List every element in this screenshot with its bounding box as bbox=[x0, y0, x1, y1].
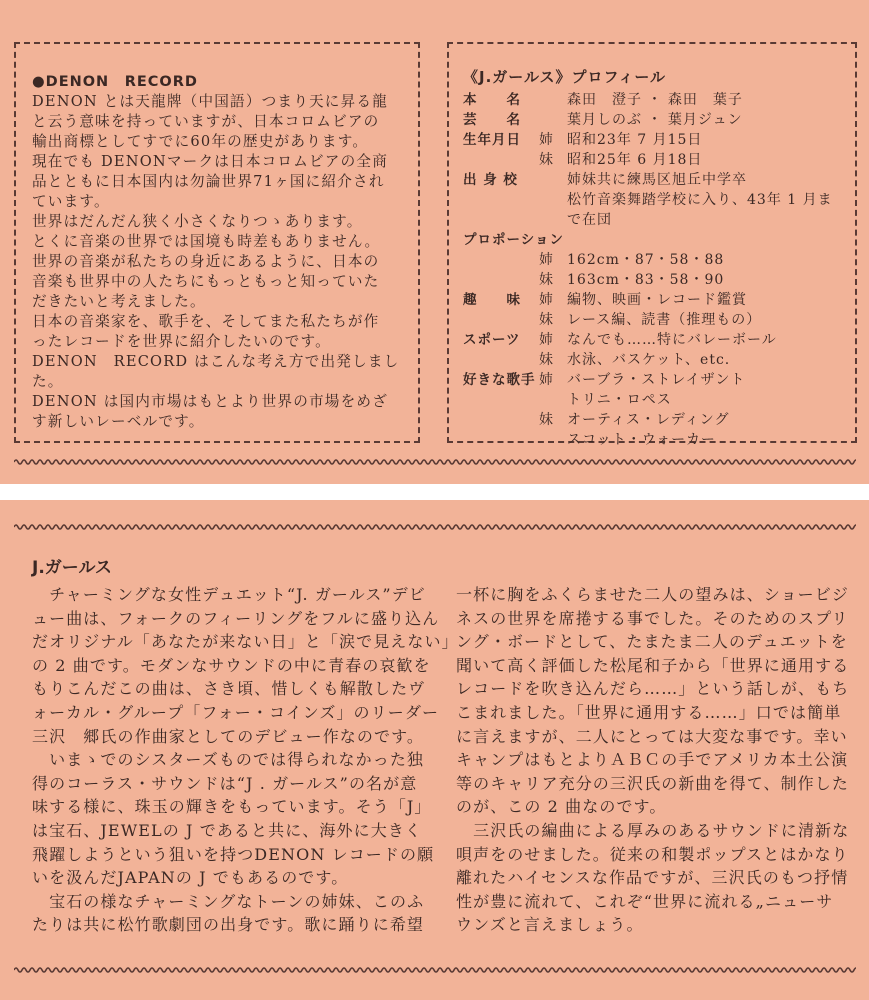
profile-sister bbox=[564, 230, 592, 250]
profile-label: 本 名 bbox=[463, 92, 521, 108]
denon-record-box bbox=[14, 42, 420, 443]
profile-label: 生年月日 bbox=[463, 132, 521, 148]
profile-value: 森田 澄子 ・ 森田 葉子 bbox=[567, 92, 743, 108]
text-line: 輸出商標としてすでに60年の歴史があります。 bbox=[32, 133, 369, 150]
profile-row bbox=[463, 370, 855, 390]
text-line: キャンプはもとよりＡＢＣの手でアメリカ本土公演 bbox=[456, 750, 849, 770]
profile-row bbox=[463, 130, 855, 150]
profile-sister: 姉 bbox=[539, 292, 554, 308]
profile-value: オーティス・レディング bbox=[567, 412, 730, 428]
profile-value: で在団 bbox=[567, 212, 612, 228]
text-line: ウンズと言えましょう。 bbox=[456, 915, 644, 935]
text-line: た。 bbox=[32, 373, 64, 390]
profile-sister bbox=[539, 430, 567, 450]
text-line: 音楽も世界中の人たちにもっともっと知っていた bbox=[32, 273, 380, 290]
profile-label: スポーツ bbox=[463, 332, 521, 348]
text-line: こまれました。「世界に通用する……」口では簡単 bbox=[456, 702, 842, 722]
text-line: だオリジナル「あなたが来ない日」と「涙で見えない」 bbox=[32, 632, 459, 652]
profile-row bbox=[463, 170, 855, 190]
profile-sister bbox=[539, 170, 567, 190]
article-title: J.ガールス bbox=[32, 558, 112, 578]
profile-title: 《J.ガールス》プロフィール bbox=[463, 68, 667, 86]
text-line: 聞いて高く評価した松尾和子から「世界に通用する bbox=[456, 655, 850, 675]
text-line: たりは共に松竹歌劇団の出身です。歌に踊りに希望 bbox=[32, 915, 425, 935]
profile-row bbox=[463, 230, 855, 250]
text-line: ング・ボードとして、たまたま二人のデュエットを bbox=[456, 632, 848, 652]
text-line: 性が豊に流れて、これぞ“世界に流れる„ニューサ bbox=[456, 891, 834, 911]
profile-label: 好きな歌手 bbox=[463, 372, 536, 388]
profile-label bbox=[463, 270, 539, 290]
denon-title: ●DENON RECORD bbox=[32, 74, 198, 90]
text-line: レコードを吹き込んだら……」という話しが、もち bbox=[456, 679, 850, 699]
text-line: ネスの世界を席捲する事でした。そのためのスプリ bbox=[456, 608, 849, 628]
text-line: DENON は国内市場はもとより世界の市場をめざ bbox=[32, 393, 388, 410]
profile-sister: 妹 bbox=[539, 312, 554, 328]
profile-value: 葉月しのぶ ・ 葉月ジュン bbox=[567, 112, 743, 128]
text-line: いを汲んだJAPANの J でもあるのです。 bbox=[32, 868, 349, 888]
article-right-column bbox=[456, 583, 866, 937]
profile-row bbox=[463, 90, 855, 110]
profile-row bbox=[463, 270, 855, 290]
ornament-border bbox=[14, 457, 856, 467]
profile-row bbox=[463, 430, 855, 450]
profile-value: なんでも……特にバレーボール bbox=[567, 332, 777, 348]
profile-value: 昭和23年 7 月15日 bbox=[567, 132, 703, 148]
text-line: とくに音楽の世界では国境も時差もありません。 bbox=[32, 233, 381, 250]
profile-label bbox=[463, 410, 539, 430]
text-line: 一杯に胸をふくらませた二人の望みは、ショービジ bbox=[456, 585, 849, 604]
ornament-border bbox=[14, 965, 856, 975]
profile-label bbox=[463, 350, 539, 370]
profile-sister: 姉 bbox=[539, 252, 554, 268]
profile-row bbox=[463, 190, 855, 210]
profile-label: 出 身 校 bbox=[463, 172, 518, 188]
profile-row bbox=[463, 250, 855, 270]
profile-sister bbox=[539, 210, 567, 230]
profile-sister bbox=[539, 90, 567, 110]
profile-value: 編物、映画・レコード鑑賞 bbox=[567, 292, 747, 308]
profile-value: 松竹音楽舞踏学校に入り、43年 1 月ま bbox=[567, 192, 833, 208]
profile-table bbox=[463, 90, 855, 450]
text-line: に言えますが、二人にとっては大変な事です。幸い bbox=[456, 726, 848, 746]
text-line: 日本の音楽家を、歌手を、そしてまた私たちが作 bbox=[32, 313, 380, 330]
profile-value: 水泳、バスケット、etc. bbox=[567, 352, 731, 368]
denon-body bbox=[32, 92, 418, 432]
profile-row bbox=[463, 410, 855, 430]
profile-label bbox=[463, 250, 539, 270]
profile-label bbox=[463, 150, 539, 170]
profile-value: トリニ・ロペス bbox=[567, 392, 672, 408]
profile-sister bbox=[539, 110, 567, 130]
profile-row bbox=[463, 350, 855, 370]
profile-label: プロポーション bbox=[463, 232, 564, 248]
profile-sister: 姉 bbox=[539, 372, 554, 388]
profile-row bbox=[463, 210, 855, 230]
text-line: 得のコーラス・サウンドは“J . ガールス”の名が意 bbox=[32, 773, 418, 793]
profile-sister bbox=[539, 390, 567, 410]
profile-sister bbox=[539, 190, 567, 210]
text-line: のが、この 2 曲なのです。 bbox=[456, 797, 667, 817]
text-line: 飛躍しようという狙いを持つDENON レコードの願 bbox=[32, 844, 435, 864]
wave-line bbox=[14, 460, 856, 464]
text-line: DENON とは天龍牌（中国語）つまり天に昇る龍 bbox=[32, 93, 388, 110]
profile-label bbox=[463, 430, 539, 450]
text-line: 宝石の様なチャーミングなトーンの姉妹、このふ bbox=[32, 891, 425, 911]
profile-label: 芸 名 bbox=[463, 112, 521, 128]
text-line: チャーミングな女性デュエット“J. ガールス”デビ bbox=[32, 585, 426, 604]
text-line: 三沢氏の編曲による厚みのあるサウンドに清新な bbox=[456, 820, 850, 840]
profile-sister: 妹 bbox=[539, 412, 554, 428]
text-line: ています。 bbox=[32, 193, 110, 210]
text-line: ったレコードを世界に紹介したいのです。 bbox=[32, 333, 331, 350]
ornament-border bbox=[14, 522, 856, 532]
text-line: 世界の音楽が私たちの身近にあるように、日本の bbox=[32, 253, 380, 270]
profile-value: 162cm・87・58・88 bbox=[567, 252, 725, 268]
article-left-column bbox=[32, 557, 459, 937]
text-line: 世界はだんだん狭く小さくなりつゝあります。 bbox=[32, 213, 363, 230]
text-line: の 2 曲です。モダンなサウンドの中に青春の哀歓を bbox=[32, 655, 431, 675]
profile-label bbox=[463, 310, 539, 330]
text-line: DENON RECORD はこんな考え方で出発しまし bbox=[32, 353, 400, 370]
profile-row bbox=[463, 110, 855, 130]
profile-value: レース編、読書（推理もの） bbox=[567, 312, 762, 328]
text-line: 離れたハイセンスな作品ですが、三沢氏のもつ抒情 bbox=[456, 868, 849, 888]
profile-sister: 妹 bbox=[539, 352, 554, 368]
profile-row bbox=[463, 310, 855, 330]
text-line: だきたいと考えました。 bbox=[32, 293, 206, 310]
profile-label bbox=[463, 210, 539, 230]
profile-sister: 妹 bbox=[539, 272, 554, 288]
text-line: ォーカル・グループ「フォー・コインズ」のリーダー bbox=[32, 702, 440, 722]
text-line: ュー曲は、フォークのフィーリングをフルに盛り込ん bbox=[32, 608, 440, 628]
text-line: と云う意味を持っていますが、日本コロムビアの bbox=[32, 113, 380, 130]
profile-value: バーブラ・ストレイザント bbox=[567, 372, 746, 388]
text-line: 等のキャリア充分の三沢氏の新曲を得て、制作した bbox=[456, 773, 849, 793]
profile-value: スコット・ウォーカー bbox=[567, 432, 716, 448]
profile-row bbox=[463, 390, 855, 410]
wave-line bbox=[14, 525, 856, 529]
profile-label bbox=[463, 190, 539, 210]
text-line: は宝石、JEWELの J であると共に、海外に大きく bbox=[32, 820, 423, 840]
profile-box bbox=[447, 42, 857, 448]
profile-value: 姉妹共に練馬区旭丘中学卒 bbox=[567, 172, 747, 188]
profile-row bbox=[463, 290, 855, 310]
profile-label: 趣 味 bbox=[463, 292, 521, 308]
profile-sister: 姉 bbox=[539, 332, 554, 348]
text-line: 品とともに日本国内は勿論世界71ヶ国に紹介され bbox=[32, 173, 385, 190]
text-line: 唄声をのせました。従来の和製ポップスとはかなり bbox=[456, 844, 849, 864]
profile-sister: 姉 bbox=[539, 132, 554, 148]
profile-label bbox=[463, 390, 539, 410]
text-line: 現在でも DENONマークは日本コロムビアの全商 bbox=[32, 153, 388, 170]
profile-value: 昭和25年 6 月18日 bbox=[567, 152, 703, 168]
text-line: いまゝでのシスターズものでは得られなかった独 bbox=[32, 750, 425, 770]
profile-row bbox=[463, 330, 855, 350]
profile-sister: 妹 bbox=[539, 152, 554, 168]
text-line: 味する様に、珠玉の輝きをもっています。そう「J」 bbox=[32, 797, 432, 817]
profile-value: 163cm・83・58・90 bbox=[567, 272, 725, 288]
profile-row bbox=[463, 150, 855, 170]
wave-line bbox=[14, 968, 856, 972]
top-panel bbox=[0, 0, 869, 484]
text-line: 三沢 郷氏の作曲家としてのデビュー作なのです。 bbox=[32, 726, 425, 746]
text-line: もりこんだこの曲は、さき頃、惜しくも解散したヴ bbox=[32, 679, 426, 699]
text-line: す新しいレーベルです。 bbox=[32, 413, 205, 430]
